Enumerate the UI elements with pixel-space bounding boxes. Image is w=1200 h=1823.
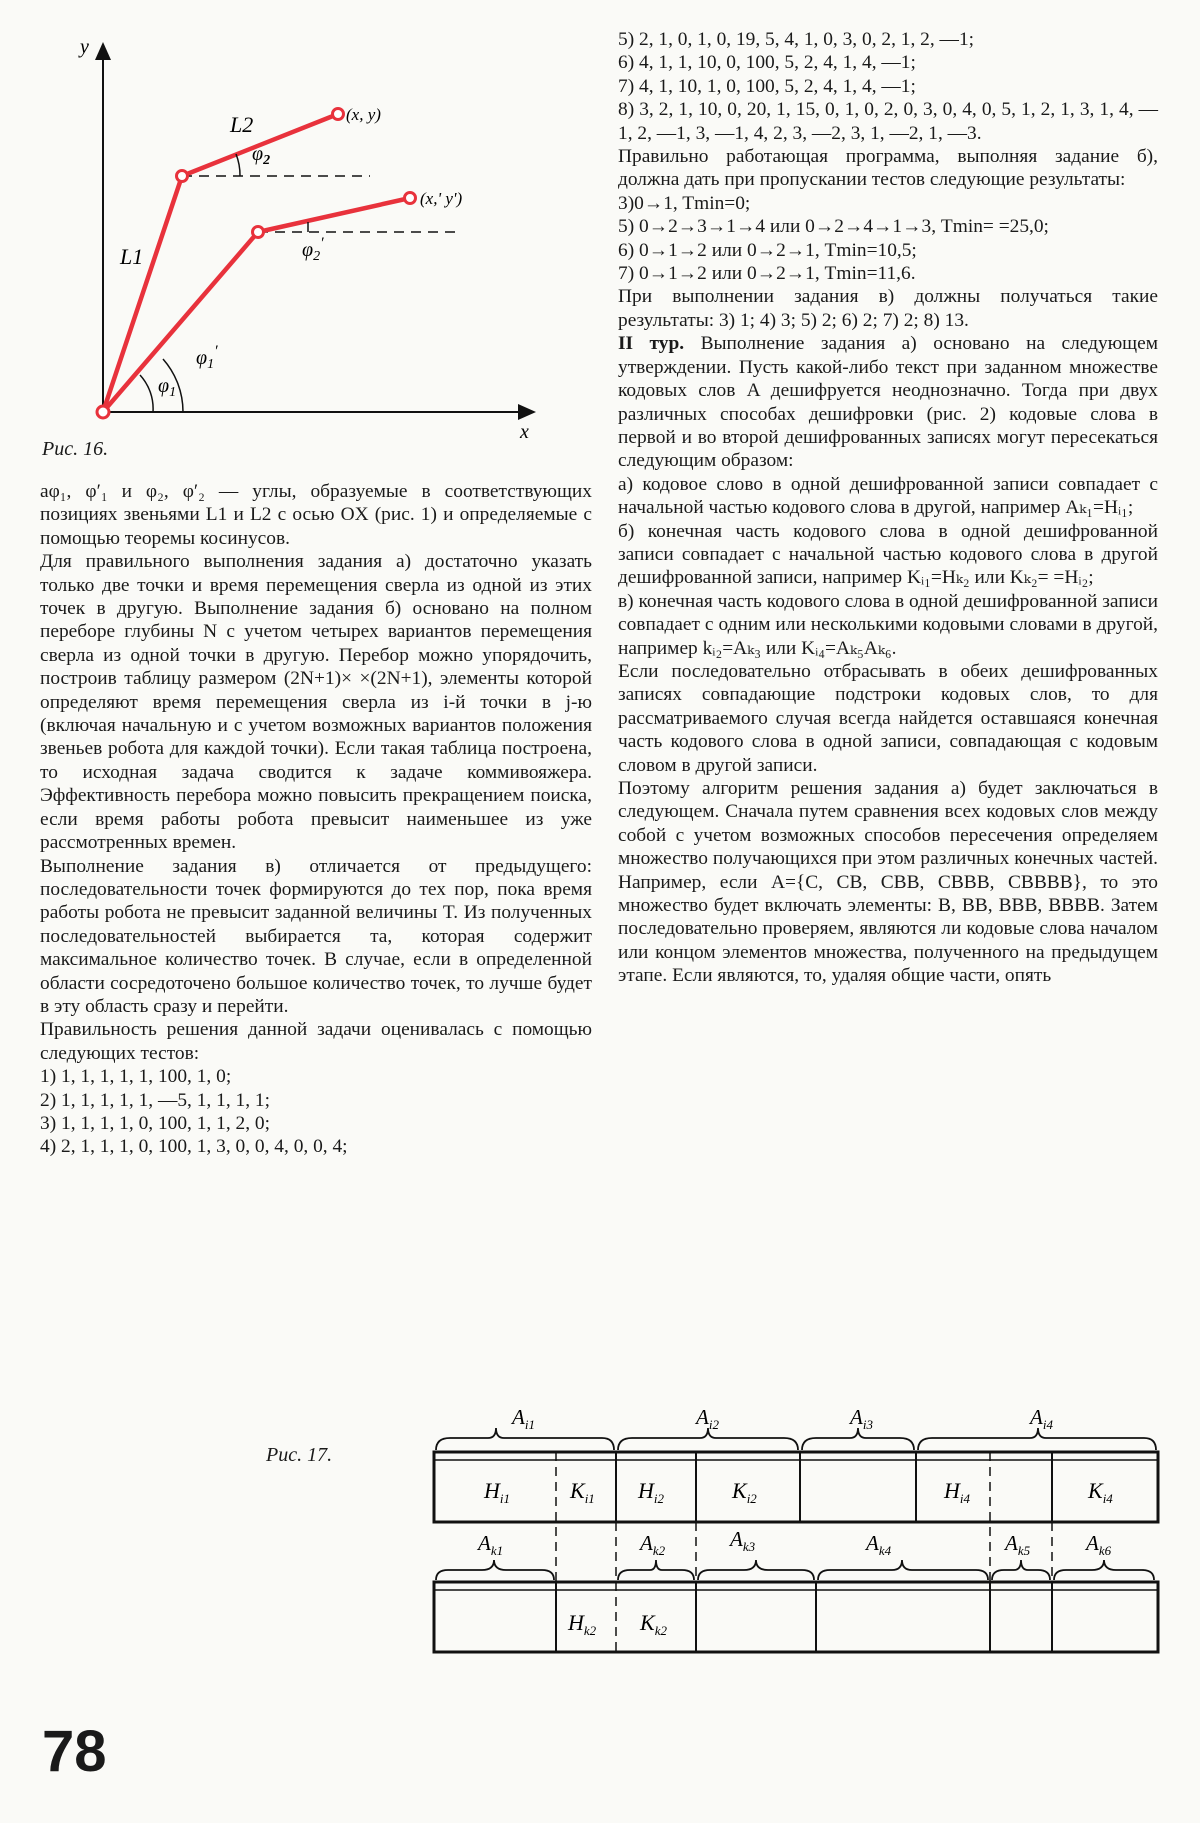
test-3: 3) 1, 1, 1, 1, 0, 100, 1, 1, 2, 0;	[40, 1112, 270, 1134]
figure-16-robot-arm-diagram	[40, 28, 580, 453]
label-a-k3: $A_{k3}$	[730, 1527, 756, 1554]
cell-k-i4: $K_{i4}$	[1088, 1478, 1113, 1506]
round-two-heading: II тур.	[618, 333, 685, 355]
cell-k-i1: $K_{i1}$	[570, 1478, 595, 1506]
left-paragraph-4: Правильность решения данной задачи оценивалась с помощью следующих тестов:	[40, 1019, 592, 1064]
label-a-k6: $A_{k6}$	[1086, 1531, 1112, 1558]
label-a-i3: $A_{i3}$	[850, 1405, 873, 1432]
cell-k-i2: $K_{i2}$	[732, 1478, 757, 1506]
label-point2: (x,' y')	[420, 189, 463, 208]
test-7: 7) 4, 1, 10, 1, 0, 100, 5, 2, 4, 1, 4, —1;	[618, 75, 916, 97]
arm-l2-position2	[258, 198, 410, 232]
brace-a-k5	[992, 1560, 1050, 1580]
brace-a-k4	[818, 1560, 988, 1580]
test-1: 1) 1, 1, 1, 1, 1, 100, 1, 0;	[40, 1066, 232, 1088]
left-paragraph-1: aφ₁, φ′₁ и φ₂, φ′₂ — углы, образуемые в соответствующих позициях звеньями L1 и L2 с осью OX (рис. 1) и определяемые с помощью теоремы косинусов.	[40, 481, 592, 549]
right-paragraph-5: Поэтому алгоритм решения задания а) будет заключаться в следующем. Сначала путем сравнения всех кодовых слов между собой с учетом возможных способов пересечения определяем множество получающихся при этом различных конечных частей. Например, если A={C, CB, CBB, CBBB, CBBBB}, то это множество будет включать элементы: B, BB, BBB, BBBB. Затем последовательно проверяем, являются ли кодовые слова началом или концом элементов множества, полученного на предыдущем этапе. Если являются, то, удаляя общие части, опять	[618, 778, 1158, 987]
cell-h-k2: $H_{k2}$	[568, 1610, 597, 1638]
label-a-i4: $A_{i4}$	[1030, 1405, 1053, 1432]
brace-a-k1	[436, 1560, 554, 1580]
cell-h-i1: $H_{i1}$	[484, 1478, 511, 1506]
top-strip	[434, 1452, 1158, 1522]
bottom-strip	[434, 1582, 1158, 1652]
brace-a-k6	[1054, 1560, 1154, 1580]
label-phi1: $\varphi_1$	[158, 375, 177, 400]
right-column	[618, 28, 1158, 988]
case-a: а) кодовое слово в одной дешифрованной записи совпадает с начальной частью кодового слова в другой, например Aₖ₁=Hᵢ₁;	[618, 473, 1158, 519]
right-paragraph-3	[618, 332, 1158, 472]
x-axis-label: x	[520, 421, 529, 443]
base-joint	[97, 406, 109, 418]
label-a-k5: $A_{k5}$	[1005, 1531, 1031, 1558]
elbow-joint-1	[177, 171, 188, 182]
arm-l1-position1	[103, 176, 182, 412]
result-3: 3)0→1, Tmin=0;	[618, 192, 751, 214]
label-a-i2: $A_{i2}$	[696, 1405, 719, 1432]
end-point-2	[405, 193, 416, 204]
figure-17-caption: Рис. 17.	[266, 1444, 333, 1466]
brace-a-i3	[802, 1428, 914, 1450]
brace-a-k2	[618, 1560, 694, 1580]
left-column	[40, 480, 592, 1159]
elbow-joint-2	[253, 227, 264, 238]
right-paragraph-2: При выполнении задания в) должны получаться такие результаты: 3) 1; 4) 3; 5) 2; 6) 2; 7) 2; 8) 13.	[618, 286, 1158, 331]
left-paragraph-3: Выполнение задания в) отличается от предыдущего: последовательности точек формируются до тех пор, пока время работы робота не превысит заданной величины T. Из полученных последовательностей выбирается та, которая содержит максимальное количество точек. В случае, если в определенной области сосредоточено большое количество точек, то лучше будет в эту область сразу и перейти.	[40, 855, 592, 1017]
result-6: 6) 0→1→2 или 0→2→1, Tmin=10,5;	[618, 239, 917, 261]
right-paragraph-4: Если последовательно отбрасывать в обеих дешифрованных записях совпадающие подстроки кодовых слов, то для рассматриваемого случая всегда найдется оставшаяся конечная часть кодового слова в одной записи, совпадающая с кодовым словом в другой записи.	[618, 660, 1158, 776]
result-7: 7) 0→1→2 или 0→2→1, Tmin=11,6.	[618, 263, 916, 285]
case-b: б) конечная часть кодового слова в одной дешифрованной записи совпадает с начальной частью кодового слова в другой дешифрованной записи, например Kᵢ₁=Hₖ₂ или Kₖ₂= =Hᵢ₂;	[618, 520, 1158, 589]
end-point-1	[333, 109, 344, 120]
label-phi2: $\varphi_2$	[252, 143, 271, 168]
test-6: 6) 4, 1, 1, 10, 0, 100, 5, 2, 4, 1, 4, —1;	[618, 52, 916, 74]
right-paragraph-3-text: Выполнение задания а) основано на следующем утверждении. Пусть какой-либо текст при заданном множестве кодовых слов A дешифруется неоднозначно. Тогда при двух различных способах дешифровки (рис. 2) кодовые слова в первой и во второй дешифрованных записях могут пересекаться следующим образом:	[618, 333, 1158, 472]
test-2: 2) 1, 1, 1, 1, 1, —5, 1, 1, 1, 1;	[40, 1089, 270, 1111]
brace-a-i4	[918, 1428, 1156, 1450]
label-a-i1: $A_{i1}$	[512, 1405, 535, 1432]
label-a-k2: $A_{k2}$	[640, 1531, 666, 1558]
result-5: 5) 0→2→3→1→4 или 0→2→4→1→3, Tmin= =25,0;	[618, 216, 1049, 238]
cell-k-k2: $K_{k2}$	[640, 1610, 667, 1638]
case-c: в) конечная часть кодового слова в одной дешифрованной записи совпадает с одним или несколькими кодовыми словами в другой, например kᵢ₂=Aₖ₃ или Kᵢ₄=Aₖ₅Aₖ₆.	[618, 590, 1158, 659]
figure-16-caption: Рис. 16.	[42, 438, 109, 460]
cell-h-i4: $H_{i4}$	[944, 1478, 971, 1506]
y-axis-label: y	[80, 36, 89, 58]
arc-phi2	[236, 154, 240, 176]
label-point1: (x, y)	[346, 105, 381, 124]
test-5: 5) 2, 1, 0, 1, 0, 19, 5, 4, 1, 0, 3, 0, 2, 1, 2, —1;	[618, 29, 975, 50]
right-paragraph-1: Правильно работающая программа, выполняя задание б), должна дать при пропускании тестов следующие результаты:	[618, 146, 1158, 191]
label-a-k4: $A_{k4}$	[866, 1531, 892, 1558]
test-8: 8) 3, 2, 1, 10, 0, 20, 1, 15, 0, 1, 0, 2, 0, 3, 0, 4, 0, 5, 1, 2, 1, 3, 1, 4, —1, 2, —1, 3, —1, 4, 2, 3, —2, 3, 1, —2, 1, —3.	[618, 99, 1158, 144]
label-l2: L2	[230, 112, 254, 137]
label-a-k1: $A_{k1}$	[478, 1531, 504, 1558]
page-number: 78	[42, 1719, 107, 1784]
figure-17-decoding-diagram	[0, 1390, 1200, 1700]
arc-phi1	[140, 375, 153, 412]
brace-a-k3	[698, 1560, 814, 1580]
label-phi2-prime: $\varphi_2'$	[302, 235, 324, 264]
label-l1: L1	[120, 244, 144, 269]
test-4: 4) 2, 1, 1, 1, 0, 100, 1, 3, 0, 0, 4, 0, 0, 4;	[40, 1136, 348, 1158]
left-paragraph-2: Для правильного выполнения задания а) достаточно указать только две точки и время перемещения сверла из одной из этих точек в другую. Выполнение задания б) основано на полном переборе глубины N с учетом четырех вариантов перемещения сверла из одной точки в другую. Перебор можно упорядочить, построив таблицу размером (2N+1)× ×(2N+1), элементы которой определяют время перемещения сверла из i-й точки в j-ю (включая начальную и с учетом возможных вариантов положения звеньев робота для каждой точки). Если такая таблица построена, то исходная задача сводится к задаче коммивояжера. Эффективность перебора можно повысить прекращением поиска, если время работы робота превысит наименьшее из уже рассмотренных времен.	[40, 551, 592, 854]
cell-h-i2: $H_{i2}$	[638, 1478, 665, 1506]
label-phi1-prime: $\varphi_1'$	[196, 343, 218, 372]
